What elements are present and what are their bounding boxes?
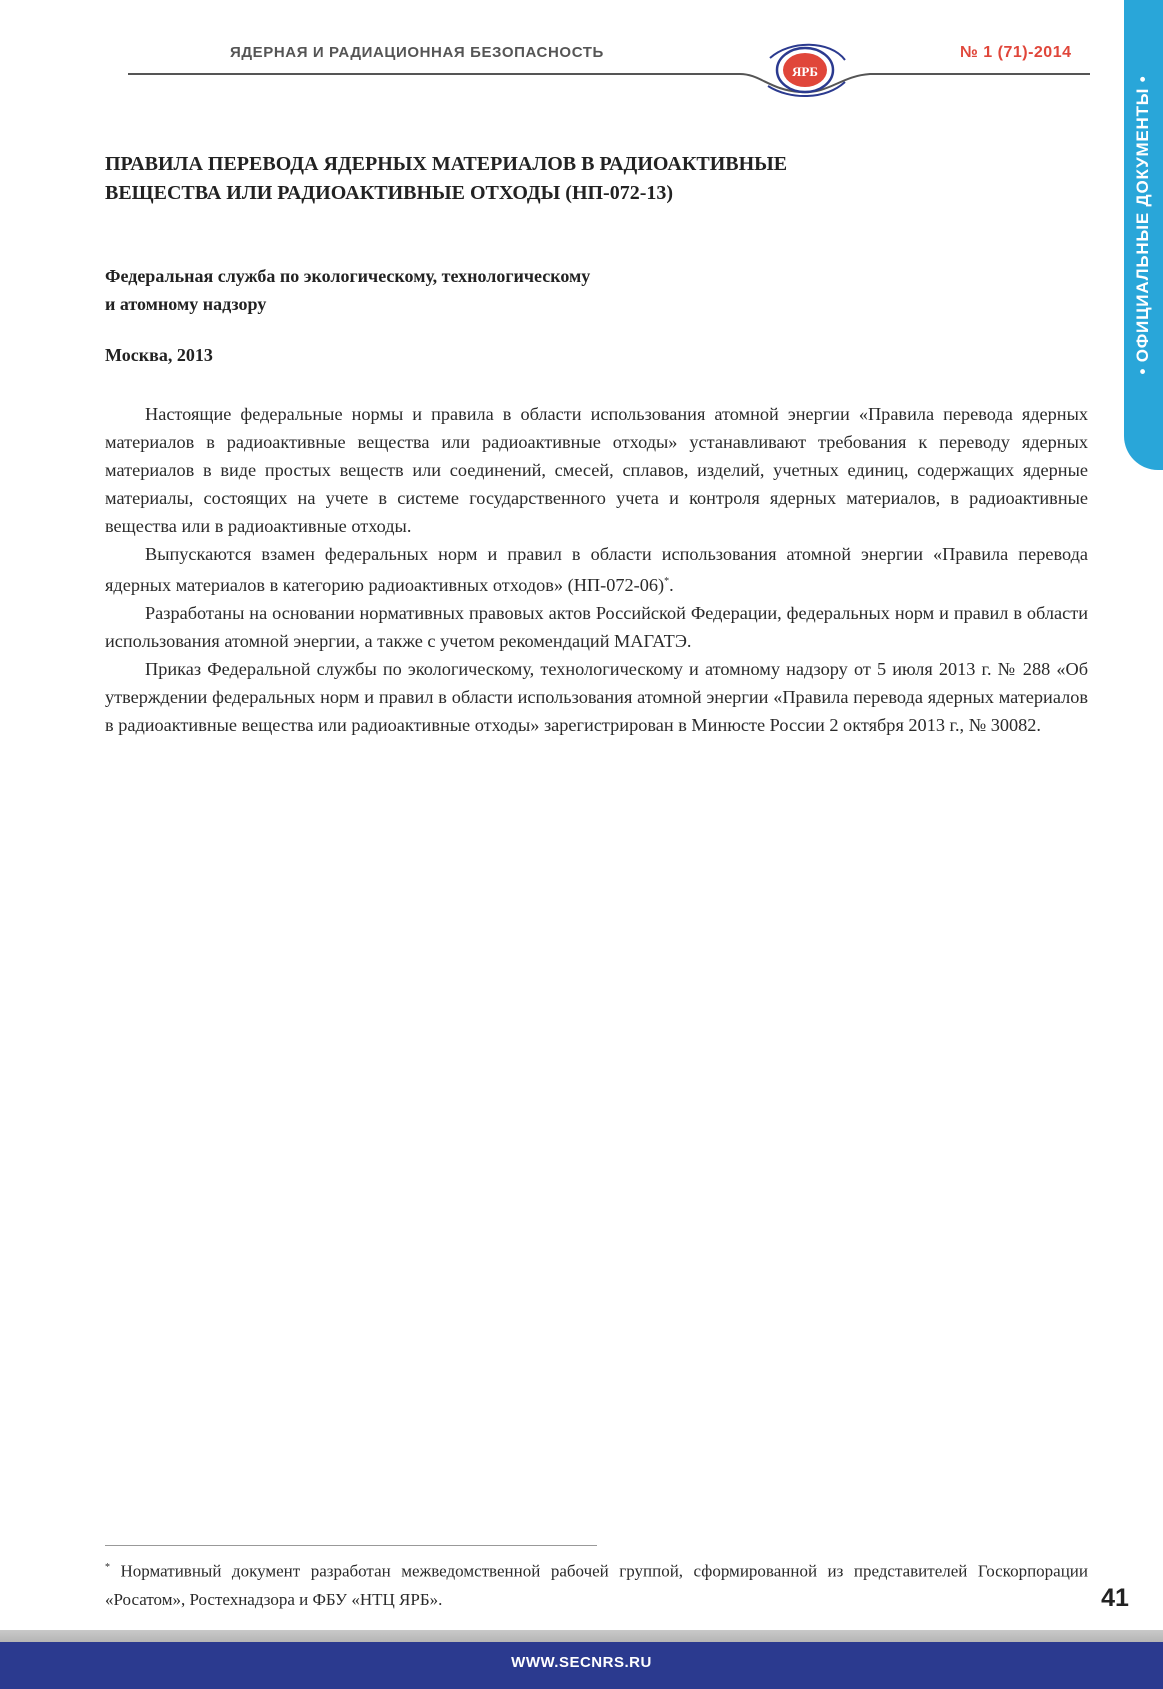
footer-stripe	[0, 1630, 1163, 1642]
place-date: Москва, 2013	[105, 345, 213, 365]
document-title	[105, 150, 1005, 208]
paragraph: Настоящие федеральные нормы и правила в области использования атомной энергии «Правила перевода ядерных материалов в радиоактивные вещества или радиоактивные отходы» устанавливают требования к переводу ядерных материалов в виде простых веществ или соединений, смесей, сплавов, изделий, учетных единиц, содержащих ядерные материалы, состоящих на учете в системе государственного учета и контроля ядерных материалов, в радиоактивные вещества или в радиоактивные отходы.	[105, 404, 1088, 536]
issuing-agency	[105, 262, 905, 318]
logo-label: ЯРБ	[792, 64, 818, 79]
header-rule	[0, 0, 1163, 120]
agency-line: Федеральная служба по экологическому, технологическому	[105, 266, 591, 286]
website-link[interactable]: WWW.SECNRS.RU	[511, 1654, 652, 1671]
section-tab-label: • ОФИЦИАЛЬНЫЕ ДОКУМЕНТЫ •	[1133, 75, 1152, 375]
agency-line: и атомному надзору	[105, 294, 267, 314]
document-title-line: ПРАВИЛА ПЕРЕВОДА ЯДЕРНЫХ МАТЕРИАЛОВ В РАДИОАКТИВНЫЕ	[105, 153, 788, 175]
document-title-line: ВЕЩЕСТВА ИЛИ РАДИОАКТИВНЫЕ ОТХОДЫ (НП-072-13)	[105, 182, 674, 204]
paragraph-end: .	[669, 575, 674, 596]
issue-number: № 1 (71)-2014	[960, 44, 1072, 61]
footnote-marker: *	[105, 1562, 110, 1573]
paragraph: Приказ Федеральной службы по экологическому, технологическому и атомному надзору от 5 июля 2013 г. № 288 «Об утверждении федеральных норм и правил в области использования атомной энергии «Правила перевода ядерных материалов в радиоактивные вещества или радиоактивные отходы» зарегистрирован в Минюсте России 2 октября 2013 г., № 30082.	[105, 659, 1088, 736]
paragraph-text: Выпускаются взамен федеральных норм и правил в области использования атомной энергии «Правила перевода ядерных материалов в категорию радиоактивных отходов» (НП-072-06)	[105, 544, 1088, 596]
footnote-divider	[105, 1545, 597, 1546]
journal-title: ЯДЕРНАЯ И РАДИАЦИОННАЯ БЕЗОПАСНОСТЬ	[230, 44, 604, 61]
document-body	[105, 400, 1088, 739]
paragraph	[105, 540, 1088, 599]
page-number: 41	[1101, 1584, 1129, 1612]
paragraph: Разработаны на основании нормативных правовых актов Российской Федерации, федеральных норм и правил в области использования атомной энергии, а также с учетом рекомендаций МАГАТЭ.	[105, 603, 1088, 652]
footnote	[105, 1554, 1088, 1614]
footnote-text: Нормативный документ разработан межведомственной рабочей группой, сформированной из представителей Госкорпорации «Росатом», Ростехнадзора и ФБУ «НТЦ ЯРБ».	[105, 1561, 1089, 1609]
footnote-ref[interactable]: *	[664, 576, 670, 587]
